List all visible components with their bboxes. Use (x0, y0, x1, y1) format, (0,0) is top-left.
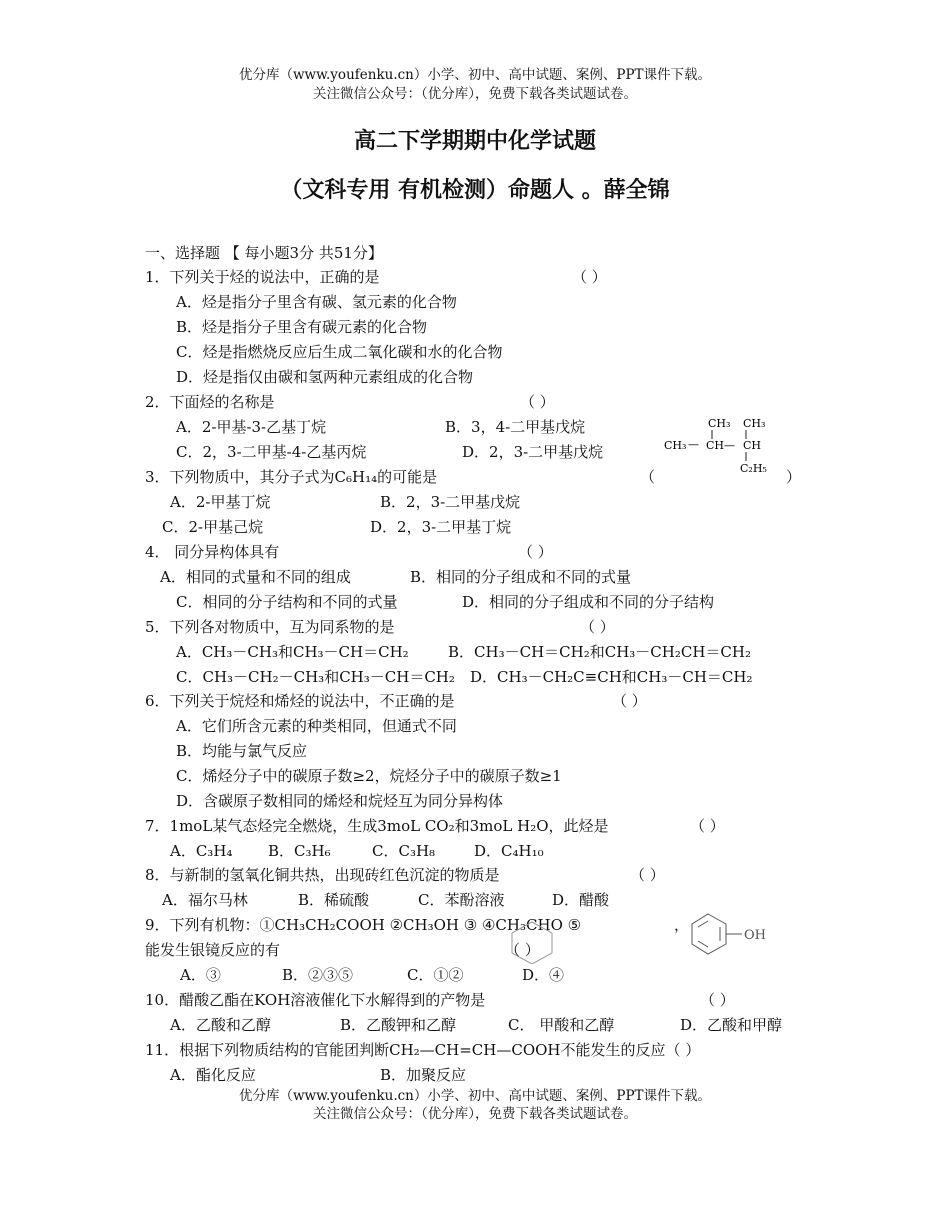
q4-option-d: D．相同的分子组成和不同的分子结构 (462, 593, 715, 611)
q3-option-d: D．2，3-二甲基丁烷 (370, 518, 512, 536)
q2-option-b: B．3，4-二甲基戊烷 (445, 418, 586, 436)
q8-option-d: D．醋酸 (552, 891, 610, 909)
q6-answer-paren: （ ） (612, 692, 647, 710)
q3-option-c: C．2-甲基己烷 (162, 518, 264, 536)
q10-option-c: C． 甲酸和乙醇 (508, 1016, 615, 1034)
header-line-2: 关注微信公众号：（优分库），免费下载各类试题试卷。 (313, 86, 637, 102)
q3-option-a: A．2-甲基丁烷 (170, 493, 271, 511)
q10-option-a: A．乙酸和乙醇 (170, 1016, 271, 1034)
q9-option-c: C．①② (407, 966, 464, 984)
q10-stem: 10．醋酸乙酯在KOH溶液催化下水解得到的产物是 (145, 991, 486, 1009)
q4-answer-paren: （ ） (518, 543, 553, 561)
q10-option-b: B．乙酸钾和乙醇 (340, 1016, 457, 1034)
q9-phenol-structure (690, 912, 780, 956)
q6-option-a: A．它们所含元素的种类相同，但通式不同 (176, 717, 457, 735)
structure-c2h5: C₂H₅ (740, 462, 767, 475)
q1-option-d: D．烃是指仅由碳和氢两种元素组成的化合物 (176, 368, 474, 386)
q9-option-b: B．②③⑤ (282, 966, 354, 984)
q2-structure-diagram (660, 412, 780, 478)
phenol-inner-bond-3 (698, 941, 708, 947)
q6-option-d: D．含碳原子数相同的烯烃和烷烃互为同分异构体 (176, 792, 504, 810)
structure-ch-right: CH (743, 439, 762, 452)
q6-option-c: C．烯烃分子中的碳原子数≥2，烷烃分子中的碳原子数≥1 (176, 767, 562, 785)
q7-answer-paren: （ ） (690, 817, 725, 835)
phenol-oh-label: OH (744, 928, 766, 943)
q1-option-a: A．烃是指分子里含有碳、氢元素的化合物 (176, 293, 457, 311)
q3-stem: 3．下列物质中，其分子式为C₆H₁₄的可能是 (145, 468, 438, 486)
q5-option-d: D．CH₃－CH₂C≡CH和CH₃－CH＝CH₂ (470, 668, 753, 686)
q2-option-c: C．2，3-二甲基-4-乙基丙烷 (176, 443, 367, 461)
header-line-1: 优分库（www.youfenku.cn）小学、初中、高中试题、案例、PPT课件下载。 (238, 67, 712, 83)
q5-option-b: B．CH₃－CH＝CH₂和CH₃－CH₂CH＝CH₂ (448, 643, 751, 661)
q8-stem: 8．与新制的氢氧化铜共热，出现砖红色沉淀的物质是 (145, 866, 500, 884)
q7-option-d: D．C₄H₁₀ (474, 842, 544, 860)
q9-stem-line-2: 能发生银镜反应的有 (145, 941, 281, 959)
q4-option-a: A．相同的式量和不同的组成 (160, 568, 351, 586)
page-title: 高二下学期期中化学试题 (353, 129, 596, 154)
q11-option-b: B．加聚反应 (380, 1066, 467, 1084)
q5-option-a: A．CH₃－CH₃和CH₃－CH＝CH₂ (176, 643, 409, 661)
phenol-inner-bond-1 (698, 921, 708, 927)
q10-option-d: D．乙酸和甲醇 (680, 1016, 783, 1034)
q5-answer-paren: （ ） (580, 618, 615, 636)
q9-option-d: D．④ (522, 966, 565, 984)
q9-option-a: A．③ (180, 966, 221, 984)
structure-ch3-top-1: CH₃ (708, 417, 731, 430)
q4-option-b: B．相同的分子组成和不同的式量 (410, 568, 632, 586)
q7-stem: 7．1moL某气态烃完全燃烧，生成3moL CO₂和3moL H₂O，此烃是 (145, 817, 609, 835)
footer-line-1: 优分库（www.youfenku.cn）小学、初中、高中试题、案例、PPT课件下载。 (238, 1088, 712, 1104)
structure-ch-mid: CH— (706, 439, 736, 452)
q11-stem: 11．根据下列物质结构的官能团判断CH₂—CH=CH—COOH不能发生的反应（ ） (145, 1041, 701, 1059)
q7-option-a: A．C₃H₄ (170, 842, 233, 860)
q1-option-c: C．烃是指燃烧反应后生成二氧化碳和水的化合物 (176, 343, 503, 361)
structure-ch3-left: CH₃ (664, 439, 687, 452)
q7-option-b: B．C₃H₆ (268, 842, 331, 860)
structure-dash: — (688, 438, 699, 451)
page-subtitle: （文科专用 有机检测）命题人 。薛全锦 (280, 178, 670, 203)
q8-option-b: B．稀硫酸 (298, 891, 370, 909)
q8-option-c: C．苯酚溶液 (418, 891, 505, 909)
q11-option-a: A．酯化反应 (170, 1066, 256, 1084)
q4-option-c: C．相同的分子结构和不同的式量 (176, 593, 398, 611)
q3-option-b: B．2，3-二甲基戊烷 (380, 493, 521, 511)
q9-comma: ， (674, 916, 690, 934)
q2-answer-paren: （ ） (520, 393, 555, 411)
q2-stem: 2．下面烃的名称是 (145, 393, 275, 411)
q3-answer-paren-right: ） (786, 468, 802, 486)
phenol-ring-outline (692, 914, 726, 954)
q4-stem: 4． 同分异构体具有 (145, 543, 280, 561)
q3-answer-paren-left: （ (640, 468, 656, 486)
q10-answer-paren: （ ） (700, 991, 735, 1009)
q2-option-d: D．2，3-二甲基戊烷 (462, 443, 604, 461)
footer-line-2: 关注微信公众号：（优分库），免费下载各类试题试卷。 (313, 1106, 637, 1122)
q7-option-c: C．C₃H₈ (372, 842, 436, 860)
q2-option-a: A．2-甲基-3-乙基丁烷 (176, 418, 327, 436)
q8-answer-paren: （ ） (630, 866, 665, 884)
structure-ch3-top-2: CH₃ (743, 417, 766, 430)
q5-option-c: C．CH₃－CH₂－CH₃和CH₃－CH＝CH₂ (176, 668, 455, 686)
q9-stem: 9．下列有机物：①CH₃CH₂COOH ②CH₃OH ③ ④CH₃CHO ⑤ (145, 916, 582, 934)
q1-option-b: B．烃是指分子里含有碳元素的化合物 (176, 318, 428, 336)
q8-option-a: A．福尔马林 (162, 891, 248, 909)
q1-stem: 1．下列关于烃的说法中，正确的是 (145, 268, 380, 286)
q6-option-b: B．均能与氯气反应 (176, 742, 308, 760)
q5-stem: 5．下列各对物质中，互为同系物的是 (145, 618, 395, 636)
section-heading: 一、选择题 【 每小题3分 共51分】 (145, 244, 383, 262)
q1-answer-paren: （ ） (572, 268, 607, 286)
q9-answer-paren: （ ） (505, 941, 540, 959)
q6-stem: 6．下列关于烷烃和烯烃的说法中，不正确的是 (145, 692, 455, 710)
